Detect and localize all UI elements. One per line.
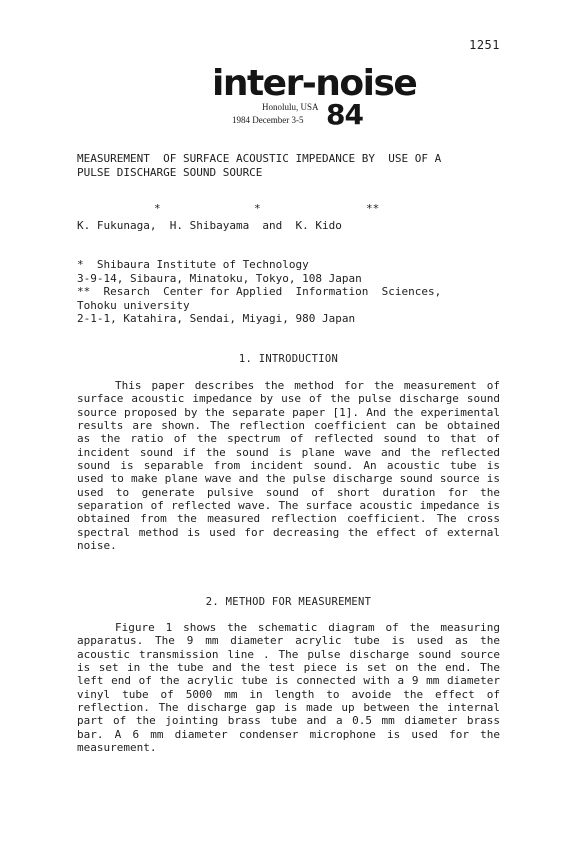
paper-title-line: PULSE DISCHARGE SOUND SOURCE [77,165,263,179]
paragraph-text: Figure 1 shows the schematic diagram of the measuring apparatus. The 9 mm diameter acrylic tube is used as the acoustic transmission line . The pulse discharge sound source is set in the tube and the test piece is set on the end. The left end of the acrylic tube is connected with a 9 mm diameter vinyl tube of 5000 mm in length to avoide the effect of reflection. The discharge gap is made up between the internal part of the jointing brass tube and a 0.5 mm diameter brass bar. A 6 mm diameter condenser microphone is used for the measurement. [77,621,500,755]
conference-year: 84 [326,98,363,131]
conference-dates: 1984 December 3-5 [232,115,304,125]
paragraph-text: This paper describes the method for the measurement of surface acoustic impedance by use of the pulse discharge sound source proposed by the separate paper [1]. And the experimental results are shown. The reflection coefficient can be obtained as the ratio of the spectrum of reflected sound to that of incident sound if the sound is plane wave and the reflected sound is separable from incident sound. An acoustic tube is used to make plane wave and the pulse discharge sound source is used to generate pulsive sound of short duration for the separation of reflected wave. The surface acoustic impedance is obtained from the measured reflection coefficient. The cross spectral method is used for decreasing the effect of external noise. [77,379,500,553]
section-paragraph-introduction [77,379,500,552]
affiliation-line: 2-1-1, Katahira, Sendai, Miyagi, 980 Japan [77,312,356,325]
author-line: K. Fukunaga, H. Shibayama and K. Kido [77,219,342,232]
section-heading-method: 2. METHOD FOR MEASUREMENT [205,596,372,608]
author-mark: * [154,202,161,215]
affiliation-line: 3-9-14, Sibaura, Minatoku, Tokyo, 108 Japan [77,271,362,285]
conference-location: Honolulu, USA [262,102,319,112]
affiliation-line: * Shibaura Institute of Technology [77,258,309,271]
section-paragraph-method [77,621,500,754]
paper-title-line: MEASUREMENT OF SURFACE ACOUSTIC IMPEDANCE BY USE OF A [77,152,442,165]
affiliation-line: ** Resarch Center for Applied Information Sciences, [77,285,442,298]
author-mark: * [254,202,261,215]
page-number: 1251 [469,38,500,52]
affiliation-line: Tohoku university [77,298,190,312]
section-heading-introduction: 1. INTRODUCTION [238,353,339,365]
author-mark: ** [366,202,380,215]
conference-logo-title: inter-noise [212,63,417,104]
